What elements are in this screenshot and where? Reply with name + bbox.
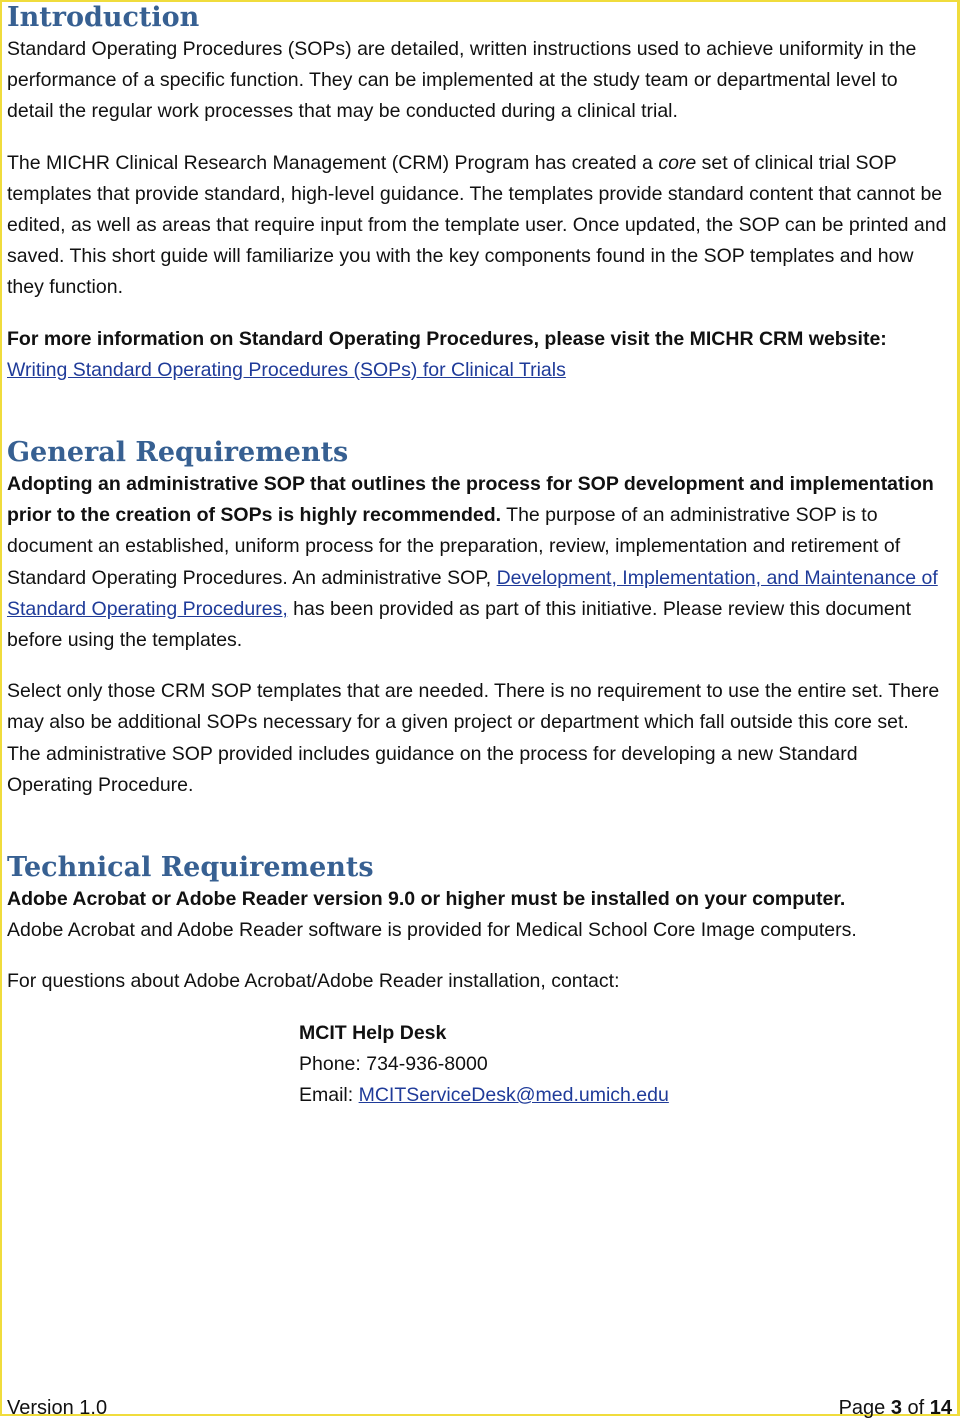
page-label: Page (838, 1397, 891, 1419)
more-info-link-line (7, 355, 947, 386)
admin-sop-link[interactable]: Development, Implementation, and Maintenance of Standard Operating Procedures, (7, 566, 938, 620)
contact-block (299, 1018, 947, 1112)
general-requirements-heading: General Requirements (7, 437, 349, 469)
contact-name-text: MCIT Help Desk (299, 1021, 447, 1044)
technical-req-bold-text: Adobe Acrobat or Adobe Reader version 9.0 or higher must be installed on your computer. (7, 888, 846, 911)
general-paragraph-2: Select only those CRM SOP templates that are needed. There is no requirement to use the entire set. There may also be additional SOPs necessary for a given project or department which fall outside this core set. The administrative SOP provided includes guidance on the process for developing a new Standard Operating Procedure. (7, 680, 940, 796)
email-label: Email: (299, 1084, 359, 1107)
technical-requirement-text: Adobe Acrobat and Adobe Reader software is provided for Medical School Core Image computers. (7, 919, 857, 942)
of-label: of (901, 1397, 930, 1419)
intro-paragraph-2 (7, 148, 947, 304)
phone-number: 734-936-8000 (366, 1052, 488, 1075)
introduction-heading: Introduction (7, 2, 200, 33)
contact-phone (299, 1049, 947, 1080)
general-p1-text: The purpose of an administrative SOP is to document an established, uniform process for the preparation, review, implementation and retirement of Standard Operating Procedures. An administrative SOP, (7, 504, 901, 589)
contact-email (299, 1080, 947, 1111)
intro-p2-start: The MICHR Clinical Research Management (CRM) Program has created a (7, 151, 659, 174)
technical-requirements-heading: Technical Requirements (7, 852, 374, 884)
core-emphasis: core (658, 151, 697, 174)
general-p1-bold: Adopting an administrative SOP that outlines the process for SOP development and implementation prior to the creation of SOPs is highly recommended. (7, 473, 934, 527)
questions-text: For questions about Adobe Acrobat/Adobe Reader installation, contact: (7, 970, 620, 993)
intro-p2-end: set of clinical trial SOP templates that provide standard, high-level guidance. The templates provide standard content that cannot be edited, as well as areas that require input from the template user. Once updated, the SOP can be printed and saved. This short guide will familiarize you with the key components found in the SOP templates and how they function. (7, 151, 947, 299)
more-info-text (7, 324, 947, 355)
contact-name (299, 1018, 947, 1049)
email-link[interactable]: MCITServiceDesk@med.umich.edu (358, 1084, 669, 1107)
total-pages: 14 (929, 1397, 952, 1419)
writing-sops-link[interactable]: Writing Standard Operating Procedures (SOPs) for Clinical Trials (7, 358, 566, 381)
current-page: 3 (890, 1397, 902, 1419)
page-number (839, 1396, 952, 1420)
page-footer (7, 1396, 952, 1420)
technical-requirement-bold (7, 884, 947, 915)
phone-label: Phone: (299, 1052, 367, 1075)
general-p1-text-end: has been provided as part of this initiative. Please review this document before using the templates. (7, 597, 912, 652)
more-info-bold: For more information on Standard Operating Procedures, please visit the MICHR CRM website: (7, 327, 887, 350)
version-label: Version 1.0 (7, 1397, 108, 1419)
general-paragraph-1 (7, 469, 947, 656)
intro-paragraph-1: Standard Operating Procedures (SOPs) are detailed, written instructions used to achieve uniformity in the performance of a specific function. They can be implemented at the study team or departmental level to detail the regular work processes that may be conducted during a clinical trial. (7, 38, 917, 123)
